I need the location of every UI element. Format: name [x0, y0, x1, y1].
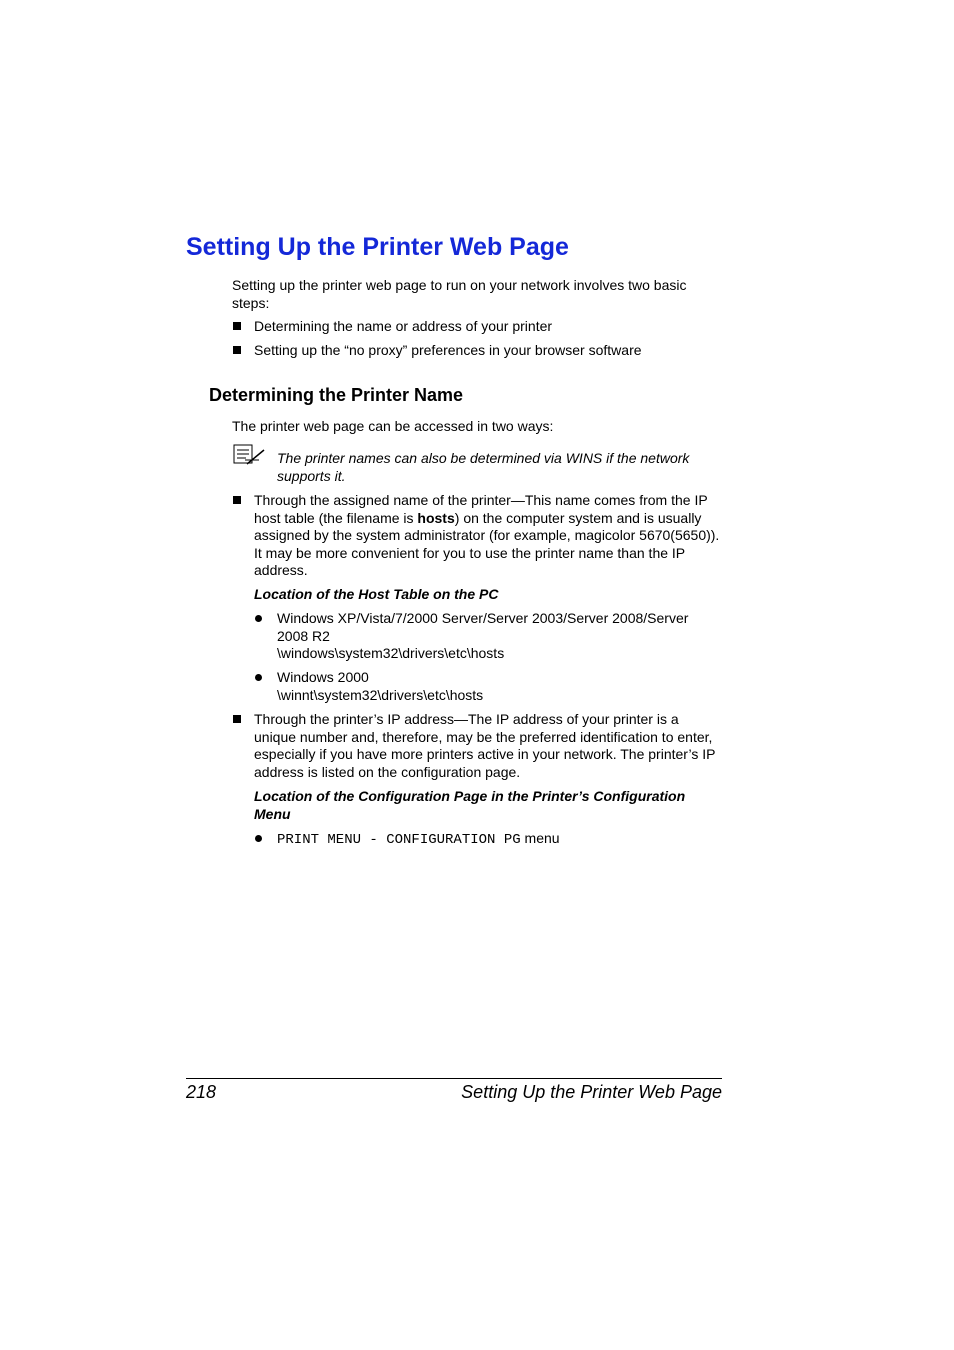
running-title: Setting Up the Printer Web Page	[461, 1082, 722, 1102]
note-text: The printer names can also be determined via WINS if the network supports it.	[277, 450, 690, 484]
note-pencil-icon	[233, 444, 267, 466]
section-heading: Determining the Printer Name	[209, 385, 464, 405]
host-table-subheading: Location of the Host Table on the PC	[254, 586, 499, 602]
bullet-square-icon	[233, 496, 241, 504]
step-item: Determining the name or address of your printer	[254, 318, 553, 334]
page-title: Setting Up the Printer Web Page	[186, 233, 569, 261]
config-page-subheading: Location of the Configuration Page in the Printer’s Configuration Menu	[254, 788, 686, 822]
bullet-square-icon	[233, 715, 241, 723]
menu-path-code: PRINT MENU - CONFIGURATION PG	[277, 832, 521, 848]
host-location-item	[277, 610, 707, 663]
hosts-filename: hosts	[417, 509, 455, 526]
os-name: Windows 2000	[277, 669, 369, 685]
step-item: Setting up the “no proxy” preferences in your browser software	[254, 342, 642, 358]
option-assigned-name	[254, 492, 722, 580]
bullet-dot-icon	[255, 674, 262, 681]
footer-rule	[186, 1078, 722, 1079]
bullet-dot-icon	[255, 615, 262, 622]
bullet-dot-icon	[255, 835, 262, 842]
page-number: 218	[186, 1082, 217, 1102]
hosts-path: \winnt\system32\drivers\etc\hosts	[277, 686, 484, 703]
config-menu-item	[277, 830, 717, 850]
hosts-path: \windows\system32\drivers\etc\hosts	[277, 645, 505, 661]
host-location-item	[277, 669, 707, 704]
intro-paragraph: Setting up the printer web page to run on your network involves two basic steps:	[232, 277, 687, 311]
section-lead: The printer web page can be accessed in two ways:	[232, 418, 554, 434]
menu-suffix: menu	[520, 830, 560, 846]
os-name: Windows XP/Vista/7/2000 Server/Server 2003/Server 2008/Server 2008 R2	[277, 610, 689, 644]
bullet-square-icon	[233, 322, 241, 330]
bullet-square-icon	[233, 346, 241, 354]
option-text: Through the assigned name of the printer—This name comes from the IP host table (the filename is	[254, 492, 708, 526]
option-ip-address: Through the printer’s IP address—The IP address of your printer is a unique number and, therefore, may be the preferred identification to enter, especially if you have more printers active in your network. The printer’s IP address is listed on the configuration page.	[254, 711, 716, 780]
option-text: ) on the computer system and is usually assigned by the system administrator (for example, magicolor 5670(5650)). It may be more convenient for you to use the printer name than the IP address.	[254, 509, 720, 578]
